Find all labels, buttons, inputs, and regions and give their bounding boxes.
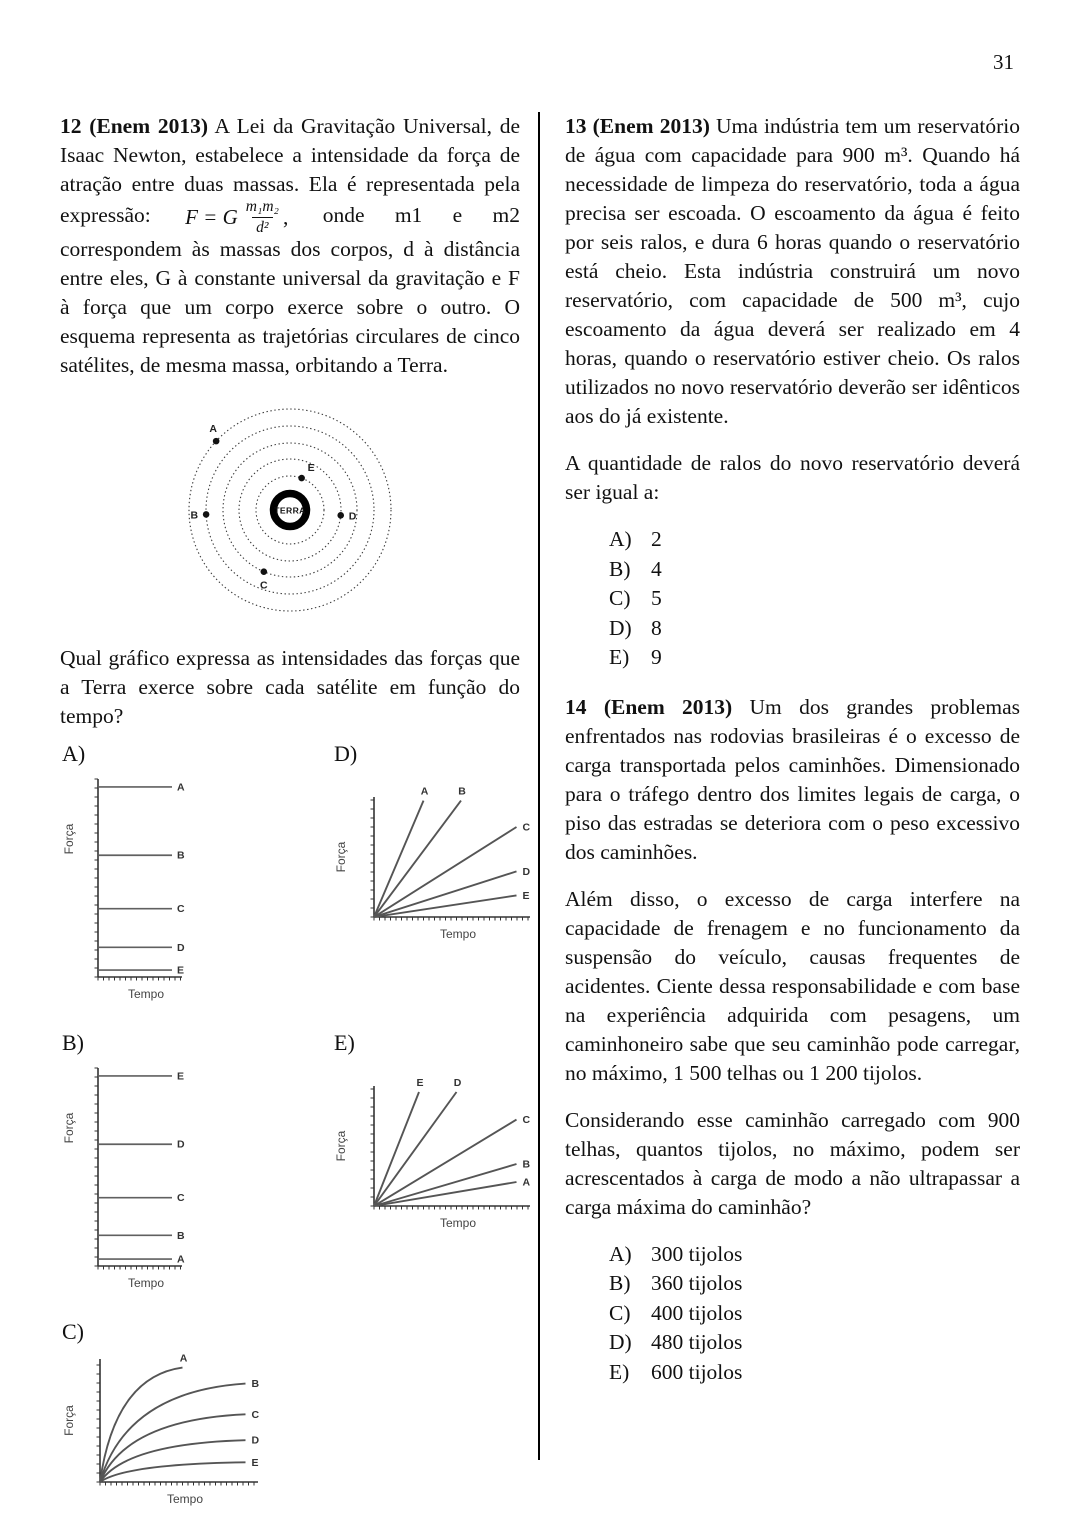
svg-text:E: E <box>416 1077 424 1089</box>
question-14-options <box>609 1240 1020 1388</box>
svg-text:Força: Força <box>62 823 76 855</box>
question-13-tag: 13 (Enem 2013) <box>565 114 710 138</box>
question-14-prompt: Considerando esse caminhão carregado com 900 telhas, quantos tijolos, no máximo, podem ser acrescentados à carga de modo a não ultrapassar a carga máxima do caminhão? <box>565 1107 1020 1219</box>
option-value: 9 <box>651 645 662 669</box>
option-letter: C) <box>609 586 631 610</box>
svg-text:Força: Força <box>334 841 348 873</box>
question-13-prompt: A quantidade de ralos do novo reservatório deverá ser igual a: <box>565 451 1020 504</box>
svg-text:A: A <box>179 1352 188 1365</box>
question-12-intro: A Lei da Gravitação Universal, de Isaac Newton, estabelece a intensidade da força de atração entre duas massas. Ela é representada pela expressão: <box>60 114 520 227</box>
satellite-orbit-diagram <box>150 398 430 628</box>
option-value: 5 <box>651 586 662 610</box>
option-letter: B) <box>609 1271 631 1295</box>
formula-lhs: F = G <box>185 204 238 229</box>
option-value: 480 tijolos <box>651 1330 743 1354</box>
svg-text:D: D <box>453 1077 462 1089</box>
force-time-graph-b <box>60 1058 332 1305</box>
svg-text:C: C <box>177 903 185 916</box>
graph-option-d-label: D) <box>334 741 358 766</box>
option-value: 600 tijolos <box>651 1359 743 1384</box>
svg-text:C: C <box>177 1192 185 1205</box>
svg-text:D: D <box>177 1138 185 1151</box>
svg-text:Tempo: Tempo <box>439 927 477 941</box>
svg-text:A: A <box>209 423 217 436</box>
svg-text:E: E <box>307 462 315 475</box>
graph-option-b-label: B) <box>62 1030 84 1055</box>
svg-text:C: C <box>260 579 268 592</box>
answer-option <box>609 584 1020 614</box>
formula-denominator: d² <box>252 217 272 236</box>
force-time-graph-d <box>332 787 550 960</box>
force-time-graph-c <box>60 1347 332 1524</box>
svg-text:Força: Força <box>62 1405 76 1436</box>
option-value: 300 tijolos <box>651 1241 743 1266</box>
svg-text:B: B <box>522 1158 531 1171</box>
question-12-tag: 12 (Enem 2013) <box>60 114 209 138</box>
svg-text:E: E <box>522 889 530 902</box>
svg-text:B: B <box>177 849 185 862</box>
answer-option <box>609 525 1020 555</box>
force-time-graph-a <box>60 769 332 1016</box>
option-value: 2 <box>651 527 662 551</box>
answer-option <box>609 1269 1020 1299</box>
option-letter: D) <box>609 1330 632 1354</box>
formula-fraction <box>243 199 282 235</box>
graph-svg <box>332 787 550 955</box>
option-letter: A) <box>609 1241 632 1266</box>
answer-option <box>609 1328 1020 1358</box>
option-letter: A) <box>609 527 632 551</box>
graph-svg <box>60 769 220 1011</box>
option-value: 400 tijolos <box>651 1300 743 1325</box>
answer-option <box>609 614 1020 644</box>
graph-option-c <box>60 1319 332 1524</box>
svg-text:Força: Força <box>334 1130 348 1162</box>
left-column <box>60 112 531 1524</box>
option-value: 360 tijolos <box>651 1271 743 1295</box>
question-13-body: Uma indústria tem um reservatório de água com capacidade para 900 m³. Quando há necessidade de limpeza do reservatório, toda a água precisa ser escoada. O escoamento da água é feito por seis ralos, e dura 6 horas quando o reservatório está cheio. Esta indústria construirá um novo reservatório, com capacidade de 500 m³, cujo escoamento da água deverá ser realizado em 4 horas, quando o reservatório estiver cheio. Os ralos utilizados no novo reservatório deverão ser idênticos aos do já existente. <box>565 114 1020 428</box>
content-columns <box>60 112 1020 1524</box>
right-column <box>565 112 1020 1407</box>
answer-option <box>609 1240 1020 1270</box>
svg-text:Força: Força <box>62 1112 76 1144</box>
svg-text:B: B <box>458 787 466 798</box>
answer-option <box>609 1358 1020 1388</box>
question-12-body: onde m1 e m2 correspondem às massas dos corpos, d à distância entre eles, G à constante universal da gravitação e F à força que um corpo exerce sobre o outro. O esquema representa as trajetórias circulares de cinco satélites, de mesma massa, orbitando a Terra. <box>60 202 521 377</box>
svg-text:A: A <box>177 781 185 794</box>
answer-option <box>609 555 1020 585</box>
svg-text:TERRA: TERRA <box>274 505 306 516</box>
svg-text:C: C <box>251 1408 260 1421</box>
svg-text:B: B <box>177 1229 185 1242</box>
formula-numerator: m₁m₂ <box>245 198 279 215</box>
question-14-p1: Um dos grandes problemas enfrentados nas rodovias brasileiras é o excesso de carga transportada pelos caminhões. Dimensionado para o tráfego dentro dos limites legais de carga, o piso das estradas se deteriora com o peso excessivo dos caminhões. <box>565 694 1020 864</box>
question-13-options <box>609 525 1020 673</box>
graph-option-e <box>332 1030 550 1305</box>
svg-text:C: C <box>522 1114 531 1127</box>
question-14-statement <box>565 693 1020 867</box>
question-12-statement <box>60 112 520 380</box>
svg-text:D: D <box>348 510 357 523</box>
graph-option-d <box>332 741 550 1016</box>
page-number: 31 <box>993 50 1014 74</box>
option-value: 8 <box>651 615 662 640</box>
graph-option-a <box>60 741 332 1016</box>
graph-option-b <box>60 1030 332 1305</box>
grid-filler <box>332 1319 550 1524</box>
graph-option-e-label: E) <box>334 1030 355 1055</box>
graph-svg <box>332 1076 550 1244</box>
svg-text:Tempo: Tempo <box>439 1216 477 1230</box>
svg-text:E: E <box>177 1070 185 1083</box>
svg-text:E: E <box>251 1456 259 1469</box>
option-letter: E) <box>609 1359 630 1384</box>
svg-text:A: A <box>177 1253 185 1266</box>
svg-text:E: E <box>177 964 185 977</box>
svg-text:B: B <box>190 509 199 522</box>
answer-option <box>609 643 1020 673</box>
option-letter: D) <box>609 615 632 640</box>
option-letter: B) <box>609 556 631 581</box>
question-14-paragraph-2: Além disso, o excesso de carga interfere na capacidade de frenagem e no funcionamento da suspensão do veículo, causas frequentes de acidentes. Ciente dessa responsabilidade e com base na experiência adquirida com pesagens, um caminhoneiro sabe que seu caminhão pode carregar, no máximo, 1 500 telhas ou 1 200 tijolos. <box>565 886 1020 1085</box>
orbit-diagram-svg <box>150 398 430 623</box>
gravitation-formula <box>185 199 288 235</box>
graph-option-c-label: C) <box>62 1319 84 1344</box>
graph-svg <box>60 1058 220 1300</box>
svg-text:B: B <box>251 1378 260 1391</box>
svg-text:Tempo: Tempo <box>166 1492 204 1506</box>
svg-text:A: A <box>420 787 429 798</box>
svg-text:Tempo: Tempo <box>127 1276 165 1290</box>
formula-tail: , <box>282 204 289 229</box>
option-letter: E) <box>609 645 630 669</box>
svg-text:D: D <box>522 865 531 878</box>
graph-option-a-label: A) <box>62 741 86 766</box>
svg-text:D: D <box>177 941 185 954</box>
question-14-tag: 14 (Enem 2013) <box>565 694 733 719</box>
answer-option <box>609 1299 1020 1329</box>
svg-text:C: C <box>522 821 531 834</box>
graph-answer-options <box>60 741 531 1524</box>
question-12-prompt: Qual gráfico expressa as intensidades das forças que a Terra exerce sobre cada satélite em função do tempo? <box>60 646 520 728</box>
svg-text:D: D <box>251 1434 260 1447</box>
question-13-statement <box>565 112 1020 431</box>
force-time-graph-e <box>332 1076 550 1249</box>
svg-text:A: A <box>522 1176 531 1189</box>
graph-svg <box>60 1347 278 1519</box>
option-letter: C) <box>609 1300 631 1325</box>
svg-text:Tempo: Tempo <box>127 987 165 1001</box>
option-value: 4 <box>651 556 662 581</box>
